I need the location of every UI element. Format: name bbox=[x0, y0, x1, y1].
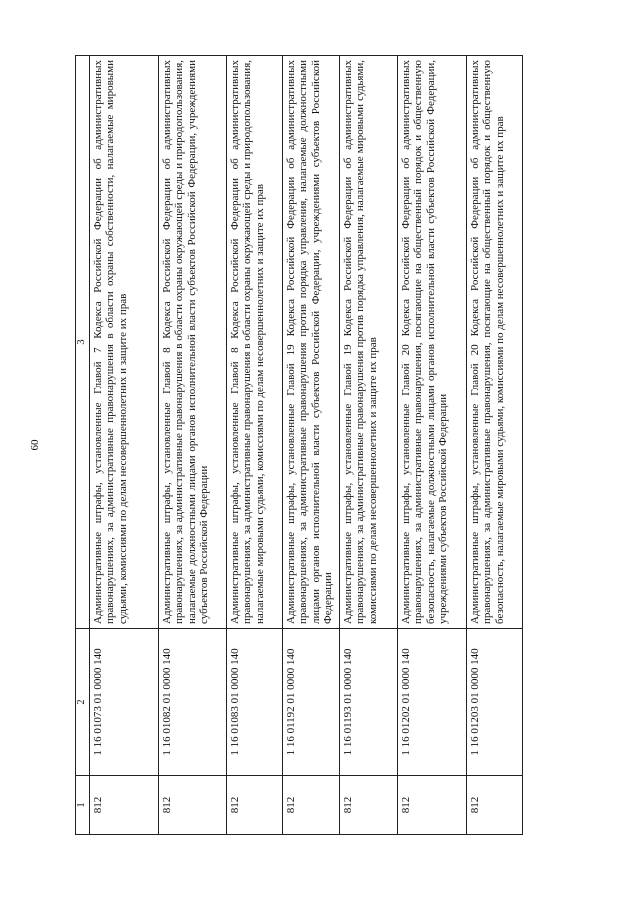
revenue-codes-table bbox=[75, 55, 523, 835]
table-row bbox=[282, 56, 339, 835]
table-header-row bbox=[76, 56, 90, 835]
document-page bbox=[75, 55, 545, 835]
revenue-name-cell: Административные штрафы, установленные Главой 8 Кодекса Российской Федерации об административных правонарушениях, за административные правонарушения в области охраны окружающей среды и природопользования, налагаемые должностными лицами органов исполнительной власти субъектов Российской Федерации, учреждениями субъектов Российской Федерации bbox=[158, 56, 226, 629]
column-header-1: 1 bbox=[76, 776, 90, 835]
revenue-code-cell: 1 16 01202 01 0000 140 bbox=[397, 629, 466, 776]
table-row bbox=[466, 56, 522, 835]
revenue-name-cell: Административные штрафы, установленные Главой 7 Кодекса Российской Федерации об административных правонарушениях, за административные правонарушения в области охраны собственности, налагаемые мировыми судьями, комиссиями по делам несовершеннолетних и защите их прав bbox=[89, 56, 158, 629]
admin-code-cell: 812 bbox=[466, 776, 522, 835]
revenue-code-cell: 1 16 01083 01 0000 140 bbox=[226, 629, 282, 776]
admin-code-cell: 812 bbox=[158, 776, 226, 835]
page-number: 60 bbox=[29, 439, 41, 451]
revenue-name-cell: Административные штрафы, установленные Главой 20 Кодекса Российской Федерации об административных правонарушениях, за административные правонарушения, посягающие на общественный порядок и общественную безопасность, налагаемые мировыми судьями, комиссиями по делам несовершеннолетних и защите их прав bbox=[466, 56, 522, 629]
column-header-3: 3 bbox=[76, 56, 90, 629]
rotated-table-wrapper bbox=[75, 55, 545, 835]
table-row bbox=[339, 56, 397, 835]
revenue-name-cell: Административные штрафы, установленные Главой 19 Кодекса Российской Федерации об административных правонарушениях, за административные правонарушения против порядка управления, налагаемые мировыми судьями, комиссиями по делам несовершеннолетних и защите их прав bbox=[339, 56, 397, 629]
revenue-name-cell: Административные штрафы, установленные Главой 20 Кодекса Российской Федерации об административных правонарушениях, за административные правонарушения, посягающие на общественный порядок и общественную безопасность, налагаемые должностными лицами органов исполнительной власти субъектов Российской Федерации, учреждениями субъектов Российской Федерации bbox=[397, 56, 466, 629]
revenue-code-cell: 1 16 01203 01 0000 140 bbox=[466, 629, 522, 776]
column-header-2: 2 bbox=[76, 629, 90, 776]
revenue-code-cell: 1 16 01192 01 0000 140 bbox=[282, 629, 339, 776]
revenue-name-cell: Административные штрафы, установленные Главой 8 Кодекса Российской Федерации об административных правонарушениях, за административные правонарушения в области охраны окружающей среды и природопользования, налагаемые мировыми судьями, комиссиями по делам несовершеннолетних и защите их прав bbox=[226, 56, 282, 629]
revenue-code-cell: 1 16 01073 01 0000 140 bbox=[89, 629, 158, 776]
table-row bbox=[158, 56, 226, 835]
revenue-code-cell: 1 16 01193 01 0000 140 bbox=[339, 629, 397, 776]
table-row bbox=[89, 56, 158, 835]
admin-code-cell: 812 bbox=[397, 776, 466, 835]
admin-code-cell: 812 bbox=[339, 776, 397, 835]
table-row bbox=[397, 56, 466, 835]
admin-code-cell: 812 bbox=[226, 776, 282, 835]
revenue-name-cell: Административные штрафы, установленные Главой 19 Кодекса Российской Федерации об административных правонарушениях, за административные правонарушения против порядка управления, налагаемые должностными лицами органов исполнительной власти субъектов Российской Федерации, учреждениями субъектов Российской Федерации bbox=[282, 56, 339, 629]
admin-code-cell: 812 bbox=[282, 776, 339, 835]
admin-code-cell: 812 bbox=[89, 776, 158, 835]
revenue-code-cell: 1 16 01082 01 0000 140 bbox=[158, 629, 226, 776]
table-row bbox=[226, 56, 282, 835]
